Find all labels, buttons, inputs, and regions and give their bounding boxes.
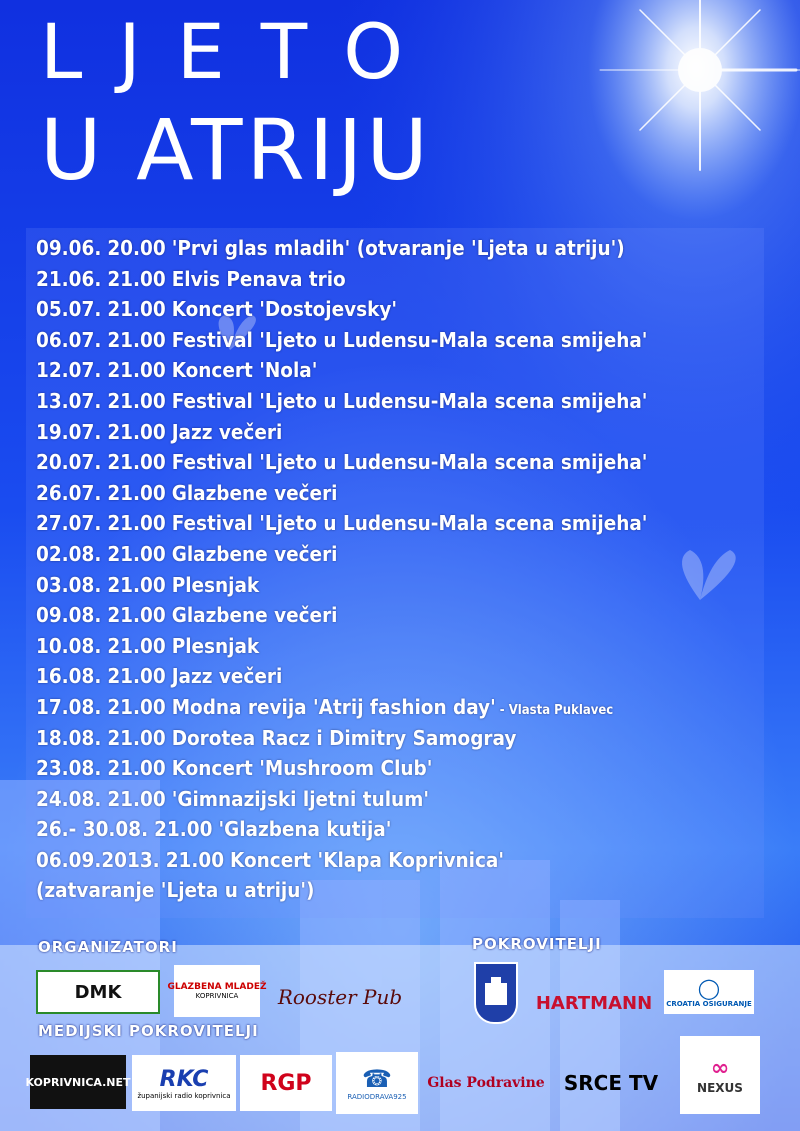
- event-time: 20.00: [107, 236, 166, 260]
- event-date: 10.08.: [36, 633, 102, 658]
- event-date: 26.- 30.08.: [36, 817, 149, 842]
- event-date: 24.08.: [36, 786, 102, 811]
- schedule-row: [36, 478, 647, 509]
- event-date: 23.08.: [36, 756, 102, 781]
- event-date: 09.06.: [36, 236, 102, 260]
- event-date: 05.07.: [36, 297, 102, 322]
- event-title: Plesnjak: [171, 633, 260, 658]
- event-time: 21.00: [107, 358, 166, 383]
- title-line-2: U ATRIJU: [40, 101, 432, 199]
- schedule-row: [36, 417, 647, 448]
- logo-rkc: RKC županijski radio koprivnica: [132, 1055, 236, 1111]
- event-title: Koncert 'Nola': [171, 358, 318, 383]
- event-title: Jazz večeri: [171, 419, 283, 444]
- event-title: 'Gimnazijski ljetni tulum': [171, 786, 430, 811]
- event-time: 21.00: [107, 480, 166, 505]
- event-time: 21.00: [107, 450, 166, 475]
- schedule-row: [36, 355, 647, 386]
- event-title: Festival 'Ljeto u Ludensu-Mala scena smijeha': [171, 327, 648, 352]
- event-date: 12.07.: [36, 358, 102, 383]
- event-date: 02.08.: [36, 541, 102, 566]
- event-time: 21.00: [107, 572, 166, 597]
- logo-koprivnica-net: KOPRIVNICA.NET: [30, 1055, 126, 1109]
- logo-rgp: RGP: [240, 1055, 332, 1111]
- logo-rooster-pub: Rooster Pub: [277, 985, 403, 1009]
- schedule-row: [36, 784, 647, 815]
- event-date: 13.07.: [36, 388, 102, 413]
- event-title: (zatvaranje 'Ljeta u atriju'): [36, 878, 315, 903]
- event-title: Dorotea Racz i Dimitry Samogray: [171, 725, 517, 750]
- logo-radio-drava: ☎ RADIODRAVA925: [336, 1052, 418, 1114]
- event-date: 03.08.: [36, 572, 102, 597]
- logo-glas-podravine: Glas Podravine: [427, 1075, 545, 1091]
- event-title: Modna revija 'Atrij fashion day': [171, 694, 496, 719]
- event-time: 21.00: [107, 327, 166, 352]
- event-schedule: [36, 233, 647, 906]
- event-title: Glazbene večeri: [171, 603, 338, 628]
- schedule-row: [36, 233, 647, 264]
- event-time: 21.00: [107, 725, 166, 750]
- event-time: 21.00: [107, 756, 166, 781]
- event-title: Festival 'Ljeto u Ludensu-Mala scena smijeha': [171, 511, 648, 536]
- logo-srce-tv: SRCE TV: [563, 1071, 659, 1095]
- event-title: Festival 'Ljeto u Ludensu-Mala scena smijeha': [171, 388, 648, 413]
- coat-of-arms-icon: [474, 962, 518, 1024]
- schedule-row: [36, 814, 647, 845]
- event-title: Plesnjak: [171, 572, 260, 597]
- organizers-heading: ORGANIZATORI: [38, 938, 178, 956]
- event-time: 21.00: [154, 817, 213, 842]
- logo-glazbena-mladez: GLAZBENA MLADEŽ KOPRIVNICA: [174, 965, 260, 1017]
- schedule-row: [36, 692, 647, 723]
- event-time: 21.00: [107, 603, 166, 628]
- event-time: 21.00: [107, 541, 166, 566]
- event-date: 21.06.: [36, 266, 102, 291]
- patrons-heading: POKROVITELJI: [472, 935, 602, 953]
- event-title: 'Glazbena kutija': [218, 817, 392, 842]
- event-title: Elvis Penava trio: [171, 266, 346, 291]
- schedule-row: [36, 539, 647, 570]
- logo-croatia-osiguranje: ◯ CROATIA OSIGURANJE: [664, 970, 754, 1014]
- schedule-row: [36, 294, 647, 325]
- event-date: 26.07.: [36, 480, 102, 505]
- event-title: Festival 'Ljeto u Ludensu-Mala scena smijeha': [171, 450, 648, 475]
- logo-dmk: DMK: [36, 970, 160, 1014]
- media-patrons-heading: MEDIJSKI POKROVITELJI: [38, 1022, 259, 1040]
- event-time: 21.00: [107, 633, 166, 658]
- event-date: 20.07.: [36, 450, 102, 475]
- schedule-row: [36, 661, 647, 692]
- event-date: 17.08.: [36, 694, 102, 719]
- schedule-row: [36, 845, 647, 876]
- event-date: 18.08.: [36, 725, 102, 750]
- logo-hartmann: HARTMANN: [535, 992, 653, 1014]
- event-title: Koncert 'Dostojevsky': [171, 297, 398, 322]
- schedule-row: [36, 508, 647, 539]
- event-date: 27.07.: [36, 511, 102, 536]
- schedule-row: [36, 753, 647, 784]
- event-time: 21.00: [165, 847, 225, 872]
- event-title: Glazbene večeri: [171, 541, 338, 566]
- event-date: 06.09.2013.: [36, 847, 160, 872]
- schedule-row: [36, 386, 647, 417]
- event-date: 16.08.: [36, 664, 102, 689]
- event-title: Koncert 'Klapa Koprivnica': [230, 847, 505, 872]
- schedule-row: [36, 570, 647, 601]
- event-time: 21.00: [107, 694, 166, 719]
- schedule-row: [36, 723, 647, 754]
- event-date: 09.08.: [36, 603, 102, 628]
- event-time: 21.00: [107, 297, 166, 322]
- event-date: 19.07.: [36, 419, 102, 444]
- schedule-row: [36, 447, 647, 478]
- event-time: 21.00: [107, 664, 166, 689]
- schedule-row: [36, 264, 647, 295]
- event-time: 21.00: [107, 511, 166, 536]
- title-line-1: LJETO: [40, 7, 440, 96]
- schedule-row: [36, 325, 647, 356]
- logo-nexus: ∞ NEXUS: [680, 1036, 760, 1114]
- event-note: - Vlasta Puklavec: [495, 702, 614, 718]
- event-time: 21.00: [107, 786, 166, 811]
- schedule-row: [36, 600, 647, 631]
- schedule-row: [36, 875, 647, 906]
- event-time: 21.00: [107, 388, 166, 413]
- event-title: Jazz večeri: [171, 664, 283, 689]
- event-time: 21.00: [107, 266, 166, 291]
- event-time: 21.00: [107, 419, 166, 444]
- event-title: Koncert 'Mushroom Club': [171, 756, 433, 781]
- event-title: 'Prvi glas mladih' (otvaranje 'Ljeta u atriju'): [171, 236, 625, 260]
- schedule-row: [36, 631, 647, 662]
- event-title: Glazbene večeri: [171, 480, 338, 505]
- event-date: 06.07.: [36, 327, 102, 352]
